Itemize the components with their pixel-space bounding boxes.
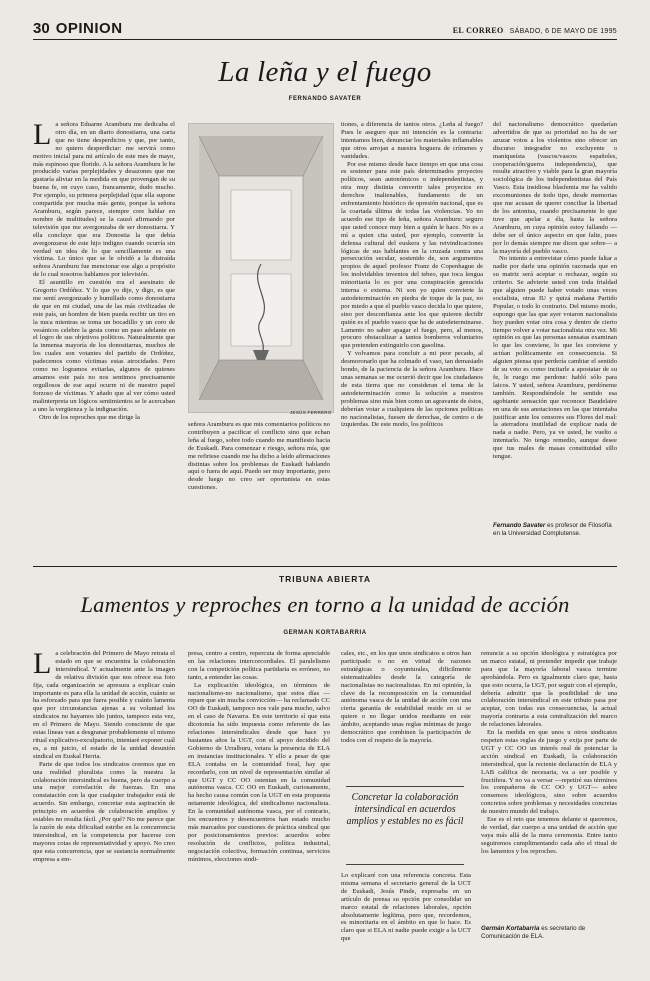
dropcap: L	[33, 650, 52, 680]
article2-column-4	[481, 650, 617, 918]
article2-author-note	[481, 925, 617, 940]
article1-column-3	[341, 121, 483, 553]
illustration-figure	[189, 124, 333, 412]
masthead-rule	[33, 39, 617, 40]
article1-headline: La leña y el fuego	[218, 56, 432, 88]
article2-byline: GERMAN KORTABARRIA	[283, 630, 367, 636]
article2-col3b-text: Lo explicaré con una referencia concreta. Esta misma semana el secretario general de la UCT de Euskadi, Jesús Pinde, expresaba en un artículo de prensa su opción por consolidar un marco estatal de relaciones laborales, opción absolutamente legítima, pero que, recordemos, es minoritaria en el ámbito en que lo hace. Es claro que si ELA ni nadie puede exigir a la UCT que	[341, 872, 471, 943]
pullquote-rule-bottom	[346, 864, 464, 865]
article2-author-bio: es secretario de Comunicación de ELA.	[481, 925, 586, 940]
article2-col4-text: renuncie a su opción ideológica y estratégica por un marco estatal, ni pretender impedir que trabaje para que la mayoría laboral vasca termine aprobándola. Pero es igualmente claro que, hasta que esto ocurra, la UGT, por seguir con el ejemplo, debería admitir que la posibilidad de una colaboración intersindical en este tributo pasa por aceptar, con todas sus consecuencias, la actual mayoría contraria a esta centralización del marco de relaciones laborales. En la medida en que unos u otros sindicatos respeten estas reglas de juego y exija por parte de UGT y CC OO un interés real de potenciar la acción sindical en Euskadi, la colaboración intersindical, que la reciente declaración de ELA y LAB califica de necesaria, va a ser posible y fructífera. Y no va a versar —repetiré sus términos los compañeros de CC OO y UGT— sobre consensos ideológicos, sino sobre acuerdos concretos sobre problemas y necesidades concretas de nuestro mundo del trabajo. Ese es el reto que tenemos delante si queremos, de verdad, dar cuerpo a una unidad de acción que vaya más allá de la mera ceremonia. Entre tanto seguiremos cumplimentando cada año el ritual de los lamentos y los reproches.	[481, 650, 617, 855]
article1-col4-text: del nacionalismo democrático quedarían advertidos de que su prioridad no ha de ser azuzar votos a los violentos sino ofrecer un discurso integrador no excluyente o maniqueísta (vascos/vascos españoles, cooperación/guerra independencia), que resulte atractivo y viable para la gran mayoría sociológica de los independentistas del País Vasco. Esta insidiosa blasfemia me ha valido excomuniones de todo tipo, desde memorias que me acusan de querer conciliar la libertad de los antonius, cuando precisamente lo que tuve que apelar a éla, hasta la señora Aramburu, en cuya opinión estoy fallando —debe ser el único aspecto en que falte, pues por lo demás siempre me dicen que sobre— a la mayoría del pueblo vasco. No intento a entrevistar cómo puede faltar a nadie por darle una opinión razonada que en su matriz será aceptar o rechazar, según su criterio. Se advierte usted con toda frialdad que alguien puede haber votado unas veces socialista, otras IU y quizá mañana Partido Popular, o todo lo contrario. Del mismo modo, supongo que las que ayer votaron nacionalista hoy pueden votar otra cosa y dentro de cierto tiempo volver a votar nacionalista otra vez. Mi opinión es que las personas sensatas examinan lo que les conviene, lo que les conviene y actúan políticamente en consecuencia. Si alguien piensa que perdería cambiar el sentido de su voto es como incitarle a apostatar de su fe, le ruego me perdone: habló sólo para laicos. Y usted, señora Aramburu, perdóneme también. Respondiéndole he sentido esa agobiante sensación que reconoce Baudelaire en una de sus anotaciones en las que intentaba justificar ante los censores sus Flores del mal: la aterradora inutilidad de explicar nada de nada a nadie. Pero, ya ve usted, he vuelto a intentarlo. No tengo remedio, aunque desee que tus males de masas constituidad sillo tengue.	[493, 121, 617, 461]
article1-byline: FERNANDO SAVATER	[288, 96, 362, 102]
article2-column-3	[341, 650, 471, 778]
article2-author-name: Germán Kortabarria	[481, 925, 540, 932]
article1-author-note	[493, 522, 617, 537]
article2-col2-text: presa, centro a centro, repercuta de forma apreciable en las relaciones intercorcordiales. El paralelismo con la competición política partidaria es erróneo, no tanto, a entender las cosas. La explicación ideológica, en términos de nacionalismo-no nacionalismo, que estos días —repare que sin mucha convicción— ha reclamado CC OO de Euskadi, tampoco nos vale para mucho, salvo en el caso de Navarra. En este territorio sí que esta dicotomía ha sido impuesta como referente de las relaciones intersindicales desde que hace yo bastantes años la UGT, con el apoyo decidido del Gobierno de Urralburu, vetara la presencia de ELA en instancias institucionales. Y ello a pesar de que ELA contaba en la comunidad foral, hay que recordarlo, con un nivel de representación similar al que UGT y CC OO ostentan en la comunidad autónoma vasca. CC OO en Euskadi, curiosamente, ha hecho causa común con la UGT en esta propuesta netamente ideológica, del sindicalismo nacionalista. En la comunidad autónoma vasca, por el contrario, los encuentros y desencuentros han estado mucho más marcados por cuestiones de práctica sindical que por posicionamientos previos: acuerdos sobre resolución de conflictos, política industrial, negociación colectiva, formación continua, servicios mínimos, elecciones sindi-	[188, 650, 330, 863]
article1-column-1	[33, 121, 175, 553]
masthead	[33, 20, 617, 38]
illustration-credit: JESÚS FERRERO	[290, 410, 332, 415]
pullquote: Concretar la colaboración intersindical en acuerdos amplios y estables no es fácil	[346, 792, 464, 827]
page-number: 30	[33, 20, 50, 37]
newspaper-name: EL CORREO	[452, 26, 504, 35]
section-divider	[33, 566, 617, 567]
article1-column-2	[188, 421, 330, 553]
article2-column-2	[188, 650, 330, 950]
article2-headline: Lamentos y reproches en torno a la unidad de acción	[80, 592, 570, 617]
article1-author-bio: es profesor de Filosofía en la Universidad Complutense.	[493, 522, 612, 537]
issue-date: SÁBADO, 6 DE MAYO DE 1995	[509, 28, 617, 35]
article2-column-3b	[341, 872, 471, 952]
section-title: OPINION	[55, 20, 123, 37]
article1-col2-text: señora Aramburu es que mis comentarios políticos no contribuyen a pacificar el conflicto sino que echan leña al fuego, sobre todo cuando me manifiesto hacia de Euskadi. Para comenzar e riesgo, señora mía, que me refiriese cuando me ha dicho a leído afirmaciones distintas sobre los problemas de Euskadi hablando aquí o fuera de aquí. Puedo ser muy importante, pero desde luego no creo ser oportunista en estas cuestiones.	[188, 421, 330, 492]
article1-column-4	[493, 121, 617, 523]
pullquote-rule-top	[346, 786, 464, 787]
article1-author-name: Fernando Savater	[493, 522, 546, 529]
article2-col3-text: cales, etc., en los que unos sindicatos u otros han participado o no en virtud de razones estratégicas o coyunturales, dificilmente sistematizables desde la categoría de nacionalistas no nacionalistas. En mi opinión, la clave de la recomposición en la comunidad autónoma vasca de la unidad de acción con una cierta garantía de estabilidad reside en si se quiere o no llegar unidos mediante en este ámbito, aceptando unas reglas mínimas de juego democrático que combinen la participación de todos con el respeto de la mayoría.	[341, 650, 471, 744]
article2-column-1	[33, 650, 175, 950]
article1-col3-text: tiones, a diferencia de tantos otros. ¿Leña al fuego? Pues le aseguro que mi intención es la contraria: intentamos bien, denunciar los materiales inflamables que otros arrojan a nuestra hoguera de crímenes y vanidades. Por ese mismo desde hace tiempo en que una cosa es sostener para este país determinados proyectos políticos, sean autonómicos o independentistas, y otra muy distinta convertir tales proyectos en derechos inalienables, fundamento de un enfrentamiento histórico de opresión nacional, que es la coartada última de todas las violencias. Yo no acuerdo ese tipo de leña, señora Aramburu: seguro que usted conoce muy bien a quién le hace. No es a mí a quien cita usted, por ejemplo, convertir la defensa cultural del euskera y las reivindicaciones lógicas de sus hablantes en la cruzada contra una persecución secular, sostenido de, son argumentos propios de aquel profesor Franz de Copenhague de los inolvidables inventos del tebeo, que toca lengua minoritaria lo es por una conspiración genocida interna o externa. Ni son yo quien convierte la autodeterminación en piedra de toque de la paz, no por miedo a que el pueblo vasco decida lo que quiere, sino por desconfianza ante los que quieren decidir quién es el pueblo vasco que ha de autodeterminarse. Lamento no saber apagar el fuego, pero, al menos, procuro obstaculizar a tantos bomberos voluntarios que pretenden extinguirlo con gasolina. Y volvamos para concluir a mi peor pecado, al desmoronarlo que ha colmado el vaso, tan demasiado hondo, de la paciencia de la señora Aramburu. Hace unas semanas se me ocurrió decir que los ciudadanos de esta tierra que no consideran el tema de la autodeterminación como la solución a nuestros problemas sino más bien como un agravante de éstos, deberían votar a cualquiera de las opciones políticas no nacionalistas, fuesen de derechas, de centro o de izquierdas. De este modo, los políticos	[341, 121, 483, 429]
dropcap: L	[33, 121, 52, 151]
article2-kicker: TRIBUNA ABIERTA	[278, 574, 372, 584]
article1-col1-text: a señora Eduarne Aramburu me dedicaba el otro día, en un diario donostiarra, una carta que no tiene desperdicios y que, por tanto, no quiero desperdiciar: me servirá como motivo inicial para mi artículo de este mes de mayo, más espinoso que florido. A la señora Aramburu le he producido varias perplejidades y desazones que me gustaría aliviar en la medida en que provengan de su buena fe, en cuyo caso, francamente, dudo mucho. Por ejemplo, su primera perplejidad (que ella supone compartida por mucha más gente, porque la señora Aramburu, según parece, siempre cree hablar en nombre de multitudes) se la causó afirmando por televisión que me avergonzaba de ser donostiarra. Y ella concluye que era Donostia la que debía avergonzarse de este hijo indigno cuando ocurría sin verdad un idea de lo que sencillamente es una víctima. Lo único que se le olvidó a la distraída señora Aramburu fue mencionar ese algo a propósito de lo cual nosotros hablamos por televisión. El asuntillo en cuestión era el asesinato de Gregorio Ordóñez. Y lo que yo dije, y digo, es que me sentí avergonzado y humillado como donostiarra de que en mi ciudad, una de las más civilizadas de este país, un hombre de bien pueda recibir un tiro en la nuca mientras se toma un bocadillo y un coro de vesánicos celebre la gesta como un paso adelante en el logro de sus objetivos políticos. Naturalmente que la inmensa mayoría de los donostiarras, muchos de los cuales son votantes del partido de Ordóñez, padecemos como víctimas estas atrocidades. Pero como no logramos evitarlas, algunos de quienes amamos este país no nos sentimos precisamente orgullosos de ese aquí ocurre ni de nuestro papel forzoso de víctimas. Y añado que al ver cómo usted malinterpreta un lógicos sentimientos se le acercaban a uno la vergüenza y la indignación. Otro de los reproches que me dirige la	[33, 121, 175, 421]
illustration	[188, 123, 334, 413]
article2-col1-text: a celebración del Primero de Mayo retrata el estado en que se encuentra la colaboración intersindical. Y actualmente ante la imagen de relativa división que nos ofrece esa foto fija, cada organización se apresura a explicar cuán importante es para ella la unidad de acción, cuánto se ha esforzado para que fuera posible y cuánto lamenta que por circunstancias ajenas a su voluntad los sindicatos no hayamos ido juntos, tampoco esta vez, en el Primero de Mayo. Siendo consciente de que estas líneas van a desgranar probablemente el mismo ritual explicativo-exculpatorio, intentaré exponer cuál es, a mi juicio, el estado de la unidad desunión sindical en Euskal Herria. Parte de que todos los sindicatos creemos que en una realidad pluralista como la nuestra la colaboración intersindical es buena, pero da cuerpo a una mejor correlación de fuerzas. En una constatación con la que cualquier trabajador está de acuerdo. Sin embargo, concretar esta aspiración de principio en acuerdos de colaboración amplios y estables no resulta fácil. ¿Por qué? No me parece que la razón de esta dificultad estribe en la concurrencia intersindical, en la competencia por hacerse con mayores cotas de representatividad y apoyo. No creo que esta concurrencia, que se sustancia normalmente empresa a em-	[33, 650, 175, 863]
